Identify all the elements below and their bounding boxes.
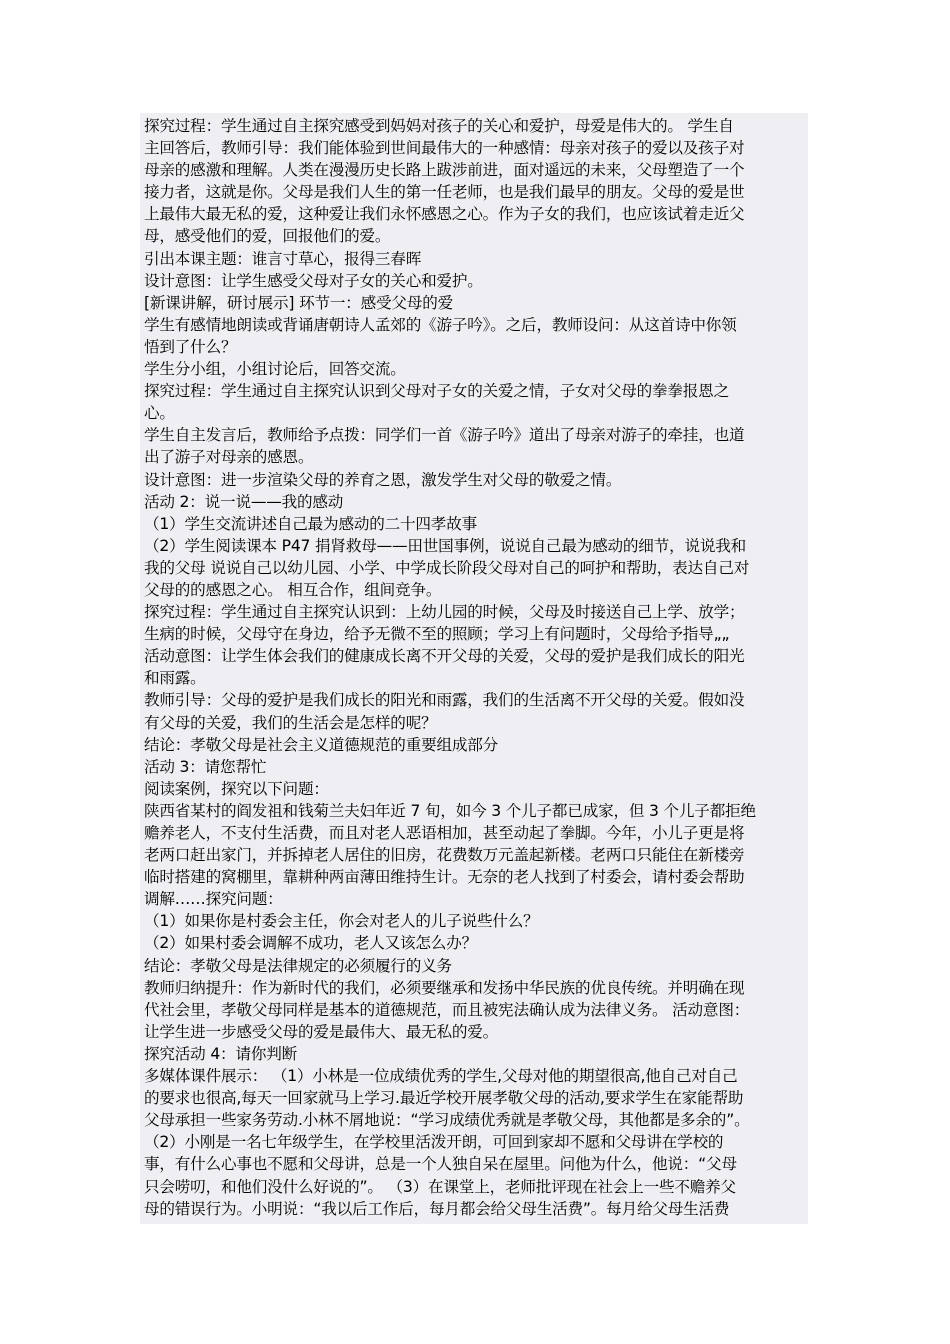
text-line: 调解……探究问题： bbox=[144, 890, 283, 909]
text-line: 接力者，这就是你。父母是我们人生的第一任老师，也是我们最早的朋友。父母的爱是世 bbox=[144, 183, 745, 202]
text-line: 设计意图：进一步渲染父母的养育之恩，激发学生对父母的敬爱之情。 bbox=[144, 470, 622, 489]
text-line: 探究过程：学生通过自主探究感受到妈妈对孩子的关心和爱护，母爱是伟大的。 学生自 bbox=[144, 117, 734, 135]
text-line: 让学生进一步感受父母的爱是最伟大、最无私的爱。 bbox=[144, 1022, 499, 1041]
text-line: 临时搭建的窝棚里，靠耕种两亩薄田维持生计。无奈的老人找到了村委会，请村委会帮助 bbox=[144, 868, 745, 887]
text-line: 学生有感情地朗读或背诵唐朝诗人孟郊的《游子吟》。之后，教师设问：从这首诗中你领 bbox=[144, 315, 737, 334]
text-line: （1）学生交流讲述自己最为感动的二十四孝故事 bbox=[144, 514, 477, 533]
text-line: 阅读案例，探究以下问题： bbox=[144, 779, 329, 798]
text-line: 生病的时候，父母守在身边，给予无微不至的照顾；学习上有问题时，父母给予指导„„ bbox=[144, 625, 730, 644]
text-line: 我的父母 说说自己以幼儿园、小学、中学成长阶段父母对自己的呵护和帮助，表达自己对 bbox=[144, 558, 750, 577]
text-line: 母的错误行为。小明说：“我以后工作后，每月都会给父母生活费”。每月给父母生活费 bbox=[144, 1199, 730, 1218]
text-line: 只会唠叨，和他们没什么好说的”。 （3）在课堂上，老师批评现在社会上一些不赡养父 bbox=[144, 1177, 736, 1196]
text-line: 探究过程：学生通过自主探究认识到：上幼儿园的时候，父母及时接送自己上学、放学； bbox=[144, 603, 745, 622]
text-line: 探究活动 4：请你判断 bbox=[144, 1044, 298, 1063]
text-line: 设计意图：让学生感受父母对子女的关心和爱护。 bbox=[144, 271, 483, 290]
text-line: 活动 2：说一说——我的感动 bbox=[144, 492, 344, 511]
text-line: 学生分小组，小组讨论后，回答交流。 bbox=[144, 360, 406, 379]
text-line: 母，感受他们的爱，回报他们的爱。 bbox=[144, 227, 391, 246]
text-line: 悟到了什么？ bbox=[144, 337, 237, 356]
text-line: （2）学生阅读课本 P47 捐肾救母——田世国事例，说说自己最为感动的细节，说说我和 bbox=[144, 536, 747, 555]
text-line: 教师归纳提升：作为新时代的我们，必须要继承和发扬中华民族的优良传统。并明确在现 bbox=[144, 978, 745, 997]
text-line: 多媒体课件展示： （1）小林是一位成绩优秀的学生,父母对他的期望很高,他自己对自己 bbox=[144, 1067, 738, 1086]
text-line: 活动 3：请您帮忙 bbox=[144, 757, 267, 776]
text-line: [新课讲解，研讨展示] 环节一：感受父母的爱 bbox=[144, 293, 454, 312]
text-line: 的要求也很高,每天一回家就马上学习.最近学校开展孝敬父母的活动,要求学生在家能帮助 bbox=[144, 1089, 744, 1108]
text-line: 学生自主发言后，教师给予点拨：同学们一首《游子吟》道出了母亲对游子的牵挂，也道 bbox=[144, 426, 745, 445]
text-line: 父母的的感恩之心。 相互合作，组间竞争。 bbox=[144, 580, 442, 599]
text-line: 结论：孝敬父母是法律规定的必须履行的义务 bbox=[144, 956, 452, 975]
text-line: 赡养老人，不支付生活费，而且对老人恶语相加，甚至动起了拳脚。今年，小儿子更是将 bbox=[144, 824, 745, 842]
text-line: 活动意图：让学生体会我们的健康成长离不开父母的关爱，父母的爱护是我们成长的阳光 bbox=[144, 647, 745, 666]
text-line: 结论：孝敬父母是社会主义道德规范的重要组成部分 bbox=[144, 735, 499, 754]
text-line: 陕西省某村的阎发祖和钱菊兰夫妇年近 7 旬，如今 3 个儿子都已成家，但 3 个儿子都拒绝 bbox=[144, 801, 756, 820]
text-line: （2）小刚是一名七年级学生，在学校里活泼开朗，可回到家却不愿和父母讲在学校的 bbox=[144, 1133, 724, 1152]
document-body bbox=[140, 113, 808, 1224]
text-line: 代社会里，孝敬父母同样是基本的道德规范，而且被宪法确认成为法律义务。 活动意图： bbox=[144, 1000, 750, 1019]
text-line: 父母承担一些家务劳动.小林不屑地说：“学习成绩优秀就是孝敬父母，其他都是多余的”。 bbox=[144, 1111, 750, 1130]
text-line: 上最伟大最无私的爱，这种爱让我们永怀感恩之心。作为子女的我们，也应该试着走近父 bbox=[144, 205, 745, 224]
text-line: 教师引导：父母的爱护是我们成长的阳光和雨露，我们的生活离不开父母的关爱。假如没 bbox=[144, 691, 745, 710]
text-line: 心。 bbox=[144, 404, 175, 423]
text-line: 和雨露。 bbox=[144, 669, 206, 688]
text-line: 引出本课主题：谁言寸草心，报得三春晖 bbox=[144, 249, 422, 268]
text-line: 出了游子对母亲的感恩。 bbox=[144, 448, 314, 467]
text-line: 事，有什么心事也不愿和父母讲，总是一个人独自呆在屋里。问他为什么，他说：“父母 bbox=[144, 1155, 737, 1174]
text-line: （1）如果你是村委会主任，你会对老人的儿子说些什么？ bbox=[144, 912, 539, 931]
text-line: （2）如果村委会调解不成功，老人又该怎么办？ bbox=[144, 934, 477, 953]
text-line: 母亲的感激和理解。人类在漫漫历史长路上跋涉前进，面对遥远的未来，父母塑造了一个 bbox=[144, 161, 745, 180]
text-line: 老两口赶出家门，并拆掉老人居住的旧房，花费数万元盖起新楼。老两口只能住在新楼旁 bbox=[144, 846, 745, 865]
text-line: 有父母的关爱，我们的生活会是怎样的呢？ bbox=[144, 713, 437, 732]
text-line: 探究过程：学生通过自主探究认识到父母对子女的关爱之情，子女对父母的拳拳报恩之 bbox=[144, 382, 729, 401]
text-line: 主回答后，教师引导：我们能体验到世间最伟大的一种感情：母亲对孩子的爱以及孩子对 bbox=[144, 139, 745, 158]
